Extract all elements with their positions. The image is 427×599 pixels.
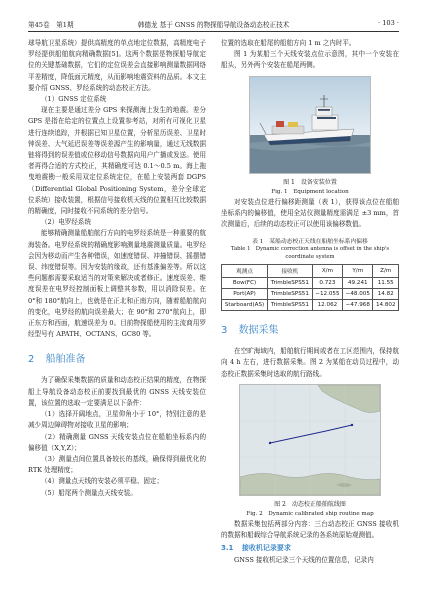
figure-caption-cn: 图 1 设备安装位置 xyxy=(283,178,337,186)
running-title: 韩德龙 基于 GNSS 的物探船导航设备动态校正技术 xyxy=(137,21,290,29)
paragraph: 位置的选取在船尾的船舶方向 1 m 之内时平。 xyxy=(221,39,356,47)
table-cell: −47.968 xyxy=(343,300,373,311)
table-cell: Starboard(AS) xyxy=(222,300,268,311)
table-cell: −12.055 xyxy=(312,289,342,300)
table-row xyxy=(222,278,399,289)
section-heading xyxy=(28,350,206,365)
left-column xyxy=(28,38,206,499)
section-title: 数据采集 xyxy=(238,325,279,337)
ship-photo xyxy=(249,76,371,174)
figure-caption-en: Fig. 1 Equipment location xyxy=(271,188,349,195)
paragraph: 图 1 为某船三个天线安装点位示意图，其中一个安装在船头，另外两个安装在船尾两侧。 xyxy=(221,50,399,70)
table-cell: 11.55 xyxy=(373,278,399,289)
list-heading-gnss: （1）GNSS 定位系统 xyxy=(41,95,107,104)
table-header-cell: X/m xyxy=(312,265,342,278)
paragraph: GNSS 接收机记录三个天线的位置信息，记录内 xyxy=(234,556,374,565)
journal-issue: 第45卷 第1期 xyxy=(28,21,74,29)
subsection-number: 3.1 xyxy=(221,544,234,553)
table-cell: Bow(FC) xyxy=(222,278,268,289)
table-cell: TrimbleSPS51 xyxy=(268,289,313,300)
table-cell: 14.82 xyxy=(373,289,399,300)
table-cell: 14.802 xyxy=(373,300,399,311)
subsection-title: 接收机记录要求 xyxy=(241,544,291,553)
condition-item: （4）测量点天线的安装必须平稳、固定； xyxy=(41,477,164,486)
table-row xyxy=(222,289,399,300)
table-cell: TrimbleSPS51 xyxy=(268,300,313,311)
figure-caption-en: Fig. 2 Dynamic calibrated ship routine map xyxy=(246,510,374,517)
table-cell: 49.241 xyxy=(343,278,373,289)
section-heading xyxy=(221,321,399,336)
paragraph: 在空旷海域内，船舶航行期间或者在工区范围内，保持航向 4 h 左右，进行数据采集。图 2 为某船在动员过程中，动态校正数据采集时选取的航行路线。 xyxy=(221,347,399,378)
right-column xyxy=(221,38,399,566)
figure-2 xyxy=(221,384,399,517)
running-header xyxy=(28,18,399,32)
paragraph: 能够精确测量船舶航行方向的电罗经系统是一种重要的航海装备。电罗经系统的精确度影响测量地震测量质量。电罗经会因为移动而产生各种错误，如速度错误、冲撞错误、摇摆错误、纬度错误等。因为安装的缘故，还有基准偏差等。所以这些问题都需要采取适当的对策来解决或者修正。速度误差、维度误差在电罗经控制面板上调整其参数，用以消除误差。在 0°和 180°航向上，也就是在正北和正南方向，随着船舶航向的变化，电罗经的航向误差最大；在 90°和 270°航向上，即正东方和西面，航速误差为 0。目前物探船使用的主流商用罗经型号有 APATH、OCTANS、GC80 等。 xyxy=(28,229,206,339)
condition-item: （3）测量点间位置具备较长的基线，确保得到最优化的 RTK 处理精度； xyxy=(28,454,206,475)
table-cell: TrimbleSPS51 xyxy=(268,278,313,289)
table-caption-cn: 表 1 某船动态校正天线在船舶坐标系内偏移 xyxy=(252,239,368,246)
table-header-cell: 观测点 xyxy=(222,265,268,278)
table-cell: 0.723 xyxy=(312,278,342,289)
table-cell: 12.062 xyxy=(312,300,342,311)
route-map xyxy=(239,384,381,496)
offset-table xyxy=(221,264,399,311)
paragraph: 为了确保采集数据的质量和动态校正结果的精度，在物探船上导航设备动态校正前要找到最优的 GNSS 天线安装位置，该位置的选取一定要满足以下条件： xyxy=(28,376,206,407)
section-title: 船舶准备 xyxy=(45,354,86,366)
table-header-cell: Y/m xyxy=(343,265,373,278)
table-caption-en: Table 1 Dynamic correction antenna is offset in the ship's coordinate system xyxy=(230,246,390,260)
list-heading-gyro: （2）电罗经系统 xyxy=(41,218,91,227)
table-header-cell: 接收机 xyxy=(268,265,313,278)
figure-caption-cn: 图 2 动态校正船舶航线图 xyxy=(274,500,346,508)
table-header-row xyxy=(222,265,399,278)
condition-item: （2）精确测量 GNSS 天线安装点位在船舶坐标系内的偏移值（X,Y,Z）； xyxy=(28,432,206,452)
table-header-cell: Z/m xyxy=(373,265,399,278)
paragraph: 现在主要是通过差分 GPS 来探测海上发生的地震。差分 GPS 是指在给定的位置点上设置参考站，对所有可视化卫星进行连续追踪，并根据已知卫星位置，分析星历误差、卫星时钟误差、大气延迟误差等误差源产生的影响量，通过无线数据链将得到的误差值或位移动信号数据向用户广播或发送。使用者再得合适的方式校正，其精确度可达 0.1～0.5 m。海上拖曳地震勘一般采用双定位系统定位，在船上安装两套 DGPS（Differential Global Positioning System，差分全球定位系统）接收装置，根据信号接收机天线的位置相互比较数据的精确度，同时接收不同系统的差分信号。 xyxy=(28,106,206,216)
paragraph: 数据采集包括两部分内容：三台动态校正 GNSS 接收机的数据和船载综合导航系统记录的各系统原始观测值。 xyxy=(221,519,399,540)
condition-item: （5）船尾两个测量点天线安装。 xyxy=(41,488,137,497)
table-cell: −48.005 xyxy=(343,289,373,300)
figure-1 xyxy=(221,76,399,195)
section-number: 3 xyxy=(221,325,228,337)
page-number: · 103 · xyxy=(378,19,399,27)
condition-item: （1）选择开阔地点，卫星仰角小于 10°，特别注意的是减少周边障碍物对接收卫星的影响； xyxy=(28,410,206,430)
table-cell: Port(AP) xyxy=(222,289,268,300)
table-row xyxy=(222,300,399,311)
subsection-heading xyxy=(221,543,399,553)
paragraph: 对安装点位进行偏移距测量（表 1），获得该点位在船舶坐标系内的偏移值，使用全站仪测量精度需满足 ±3 mm，首次测量后，后续的动态校正可以使用该偏移数值。 xyxy=(221,197,399,229)
paragraph: 球导航卫星系统）提供高精度的单点地定位数据，高精度电子罗经提供船舶航向精确数据[5]。这两个数据是物探船导航定位的关键基础数据，它们的定位误差会直接影响测量数据网络平差精度，降低面元精度，从而影响地震资料的品质。本文主要介绍 GNSS、罗经系统的动态校正方法。 xyxy=(28,39,206,92)
section-number: 2 xyxy=(28,354,35,366)
